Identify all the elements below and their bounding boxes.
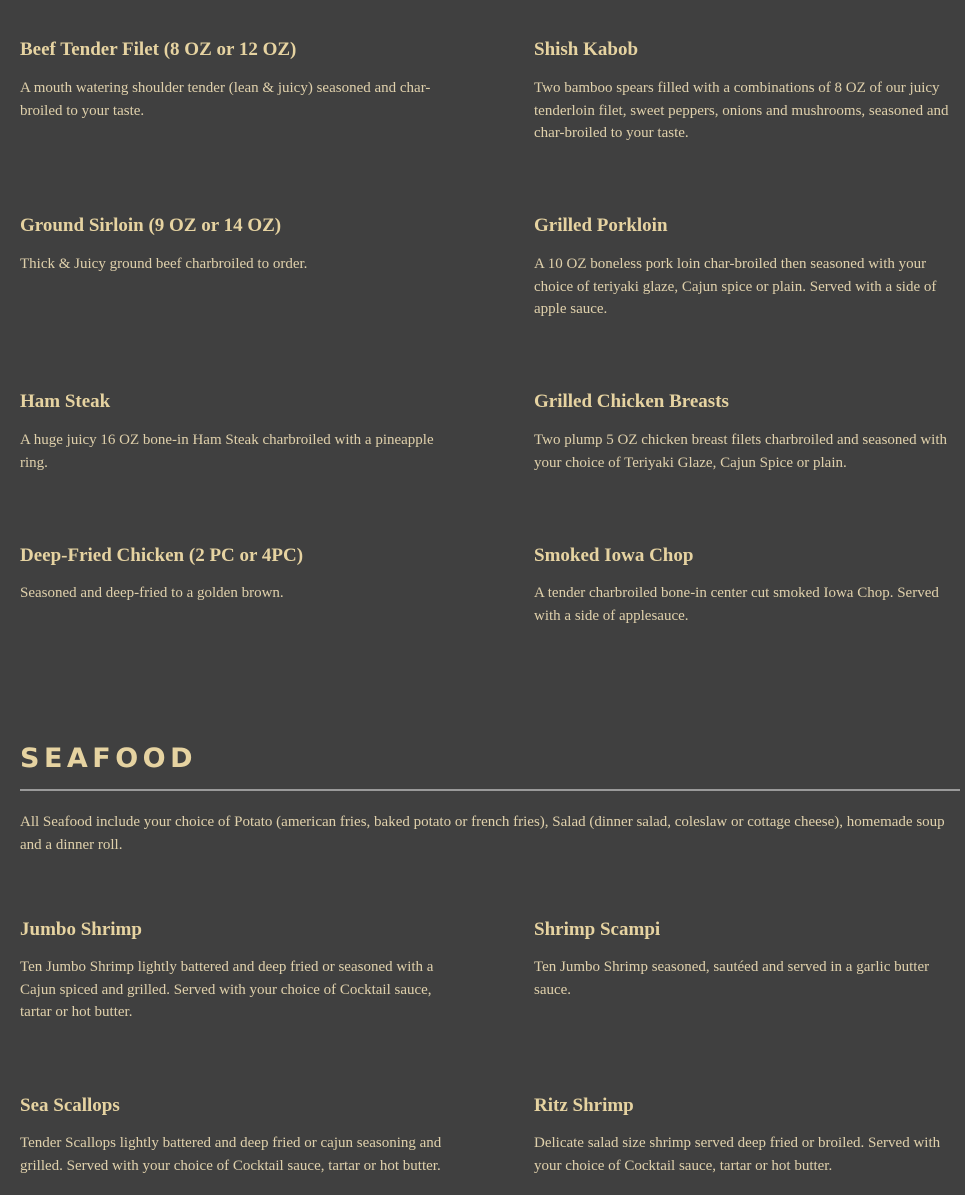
menu-item-sea-scallops: [20, 1095, 450, 1177]
menu-item-description: A tender charbroiled bone-in center cut smoked Iowa Chop. Served with a side of applesauce.: [534, 585, 939, 624]
menu-item-title: Ritz Shrimp: [534, 1095, 634, 1116]
menu-item-title: Grilled Porkloin: [534, 215, 668, 236]
section-heading-seafood: SEAFOOD: [20, 743, 198, 774]
menu-item-title: Ham Steak: [20, 391, 111, 412]
menu-item-deep-fried-chicken: [20, 545, 450, 605]
menu-item-description: Thick & Juicy ground beef charbroiled to order.: [20, 256, 308, 272]
section-intro: All Seafood include your choice of Potato (american fries, baked potato or french fries), Salad (dinner salad, coleslaw or cottage cheese), homemade soup and a dinner roll.: [20, 814, 945, 853]
menu-item-title: Shrimp Scampi: [534, 919, 661, 940]
menu-item-description: Ten Jumbo Shrimp seasoned, sautéed and served in a garlic butter sauce.: [534, 959, 930, 998]
menu-item-description: Ten Jumbo Shrimp lightly battered and deep fried or seasoned with a Cajun spiced and grilled. Served with your choice of Cocktail sauce, tartar or hot butter.: [20, 959, 434, 1020]
menu-item-title: Beef Tender Filet (8 OZ or 12 OZ): [20, 39, 297, 60]
menu-item-title: Grilled Chicken Breasts: [534, 391, 729, 412]
menu-item-description: A huge juicy 16 OZ bone-in Ham Steak charbroiled with a pineapple ring.: [20, 432, 434, 471]
menu-item-description: A 10 OZ boneless pork loin char-broiled then seasoned with your choice of teriyaki glaze, Cajun spice or plain. Served with a side of apple sauce.: [534, 256, 937, 317]
menu-item-ground-sirloin: [20, 215, 450, 276]
menu-item-ritz-shrimp: [534, 1095, 954, 1177]
menu-item-description: Seasoned and deep-fried to a golden brown.: [20, 585, 284, 601]
section-divider: [20, 789, 960, 791]
menu-item-beef-tender-filet: [20, 39, 450, 122]
menu-item-grilled-porkloin: [534, 215, 954, 321]
menu-item-description: Delicate salad size shrimp served deep fried or broiled. Served with your choice of Cocktail sauce, tartar or hot butter.: [534, 1135, 941, 1174]
menu-item-ham-steak: [20, 391, 450, 474]
menu-item-title: Deep-Fried Chicken (2 PC or 4PC): [20, 545, 304, 566]
menu-item-title: Ground Sirloin (9 OZ or 14 OZ): [20, 215, 282, 236]
menu-item-title: Smoked Iowa Chop: [534, 545, 694, 566]
menu-item-description: Two bamboo spears filled with a combinations of 8 OZ of our juicy tenderloin filet, sweet peppers, onions and mushrooms, seasoned and char-broiled to your taste.: [534, 80, 949, 141]
menu-item-title: Jumbo Shrimp: [20, 919, 142, 940]
menu-item-title: Shish Kabob: [534, 39, 639, 60]
menu-item-title: Sea Scallops: [20, 1095, 120, 1116]
menu-item-description: Tender Scallops lightly battered and deep fried or cajun seasoning and grilled. Served with your choice of Cocktail sauce, tartar or hot butter.: [20, 1135, 442, 1174]
menu-item-grilled-chicken-breasts: [534, 391, 954, 474]
menu-item-jumbo-shrimp: [20, 919, 450, 1024]
menu-item-description: Two plump 5 OZ chicken breast filets charbroiled and seasoned with your choice of Teriyaki Glaze, Cajun Spice or plain.: [534, 432, 947, 471]
menu-item-shish-kabob: [534, 39, 954, 145]
menu-item-shrimp-scampi: [534, 919, 954, 1001]
menu-item-smoked-iowa-chop: [534, 545, 954, 627]
menu-item-description: A mouth watering shoulder tender (lean & juicy) seasoned and char-broiled to your taste.: [20, 80, 431, 119]
